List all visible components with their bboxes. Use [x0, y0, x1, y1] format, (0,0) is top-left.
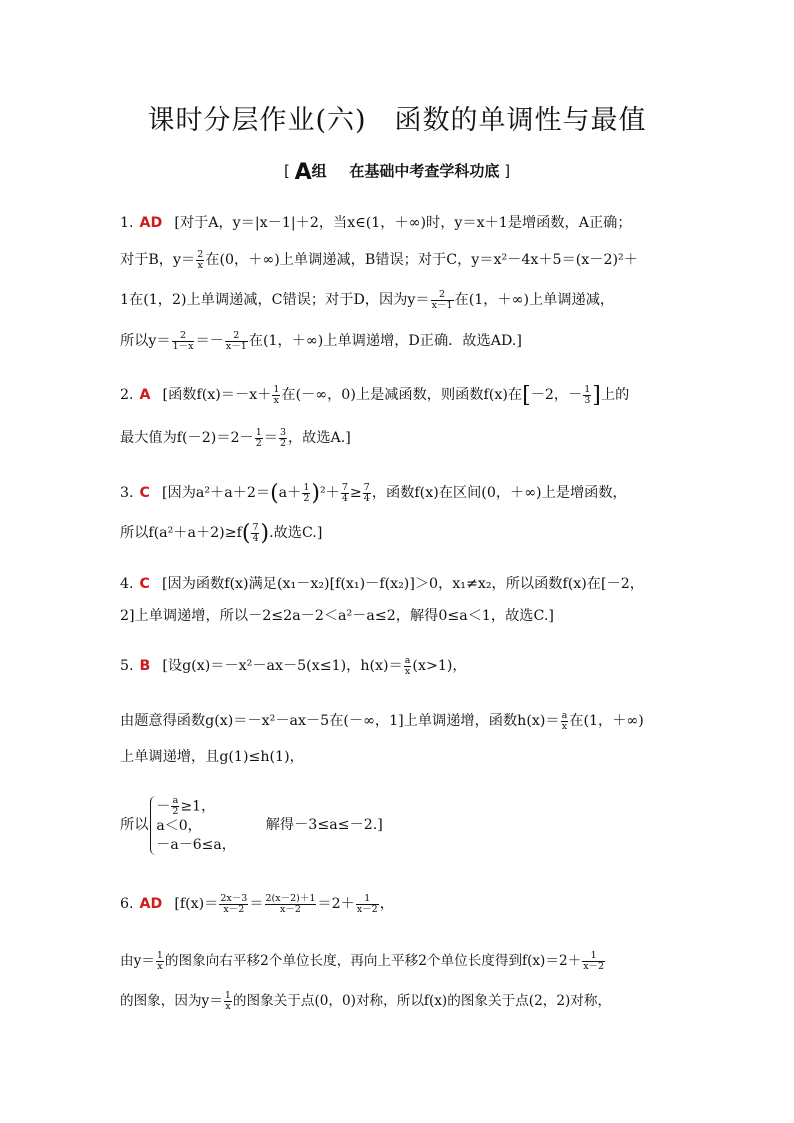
numerator: 2: [225, 331, 248, 342]
answer-label: C: [139, 576, 150, 592]
text: ＝2＋: [317, 896, 355, 912]
text: [函数f(x)＝－x＋: [162, 387, 272, 403]
fraction: [302, 483, 310, 504]
text: 在(－∞，0)上是减函数，则函数f(x)在: [281, 387, 523, 403]
item-number: 2.: [120, 387, 134, 403]
numerator: a: [561, 709, 568, 721]
text: .故选C.]: [269, 525, 323, 541]
item-3-line-1: [120, 482, 680, 505]
numerator: 7: [252, 521, 259, 533]
group-letter: A: [294, 160, 312, 185]
inequality-system: [150, 796, 235, 855]
item-5-line-4: [120, 795, 680, 855]
text: 在(0，＋∞)上单调递减，B错误；对于C，y＝x²－4x＋5＝(x－2)²＋: [205, 252, 638, 268]
paren-left: (: [270, 481, 279, 506]
numerator: a: [404, 654, 411, 666]
denominator: x: [225, 1001, 231, 1012]
fraction: [196, 250, 204, 271]
numerator: 1: [156, 950, 163, 961]
numerator: 1: [255, 426, 262, 438]
item-1-line-2: [120, 249, 680, 271]
fraction: [219, 894, 248, 915]
system-row: [156, 796, 235, 817]
answer-label: AD: [139, 896, 163, 912]
numerator: 2: [431, 290, 454, 301]
fraction: [561, 711, 569, 732]
denominator: x－2: [280, 903, 301, 915]
text: [对于A，y＝|x－1|＋2，当x∈(1，＋∞)时，y＝x＋1是增函数，A正确；: [174, 215, 632, 231]
numerator: 3: [279, 426, 286, 438]
text: ＝: [263, 430, 278, 446]
text: 上的: [600, 387, 630, 403]
item-6-line-3: [120, 990, 680, 1012]
item-5-line-2: [120, 710, 680, 732]
answer-label: AD: [139, 215, 163, 231]
text: 2]上单调递增，所以－2≤2a－2＜a²－a≤2，解得0≤a＜1，故选C.]: [120, 608, 554, 624]
group-bracket-left: [: [283, 162, 290, 180]
denominator: x: [157, 961, 163, 972]
numerator: 1: [582, 951, 605, 962]
denominator: 2: [255, 437, 262, 449]
fraction: [172, 331, 195, 352]
bracket-left: [: [522, 383, 531, 408]
denominator: 4: [252, 532, 259, 544]
denominator: x－1: [225, 340, 247, 352]
text: [设g(x)＝－x²－ax－5(x≤1)，h(x)＝: [162, 658, 403, 674]
text: ，故选A.]: [287, 430, 351, 446]
fraction: [582, 951, 605, 972]
denominator: 4: [363, 492, 370, 504]
group-bracket-right: ]: [504, 162, 511, 180]
text: 在(1，＋∞): [569, 713, 644, 729]
item-3-line-2: [120, 522, 680, 545]
answer-label: A: [139, 387, 151, 403]
item-6-line-2: [120, 950, 680, 972]
text: 对于B，y＝: [120, 252, 196, 268]
denominator: x－2: [583, 961, 605, 972]
fraction: [156, 951, 164, 972]
numerator: 2x－3: [220, 892, 248, 904]
fraction: [265, 894, 317, 915]
item-2-line-1: [120, 384, 680, 407]
denominator: 1－x: [172, 340, 194, 352]
fraction: [583, 385, 591, 406]
item-4-line-1: [120, 573, 680, 595]
denominator: x－1: [431, 299, 453, 311]
denominator: x: [273, 394, 280, 406]
group-name: 组: [311, 162, 327, 180]
text: 所以y＝: [120, 333, 171, 349]
numerator: 2: [197, 248, 204, 260]
text: ＝: [249, 896, 264, 912]
item-2-line-2: [120, 427, 680, 449]
item-1-line-4: [120, 330, 680, 352]
paren-right: ): [260, 521, 270, 546]
text: 由y＝: [120, 953, 155, 969]
item-4-line-2: [120, 605, 680, 627]
numerator: 1: [303, 481, 310, 493]
text: 1在(1，2)上单调递减，C错误；对于D，因为y＝: [120, 292, 430, 308]
text: (x>1)，: [412, 658, 467, 674]
text: 所以f(a²＋a＋2)≥f: [120, 525, 242, 541]
system-row: －a－6≤a，: [156, 836, 236, 853]
denominator: x: [561, 720, 568, 732]
item-1-line-3: [120, 289, 680, 311]
denominator: 2: [279, 437, 286, 449]
fraction: [431, 290, 454, 311]
numerator: 2(x－2)＋1: [265, 892, 316, 904]
fraction: [279, 428, 287, 449]
item-number: 6.: [120, 896, 134, 912]
text: 的图象关于点(0，0)对称，所以f(x)的图象关于点(2，2)对称，: [232, 993, 612, 1009]
text: 在(1，＋∞)上单调递增，D正确．故选AD.]: [248, 333, 522, 349]
text: 的图象向右平移2个单位长度，再向上平移2个单位长度得到f(x)＝2＋: [164, 953, 582, 969]
denominator: 2: [172, 805, 179, 817]
text: －: [156, 798, 171, 814]
text: 由题意得函数g(x)＝－x²－ax－5在(－∞，1]上单调递增，函数h(x)＝: [120, 713, 560, 729]
text: a＋: [278, 485, 302, 501]
system-row: a＜0，: [156, 817, 202, 834]
denominator: x: [404, 665, 411, 677]
denominator: 4: [341, 492, 348, 504]
fraction: [356, 894, 379, 915]
item-number: 5.: [120, 658, 134, 674]
answer-label: C: [139, 485, 150, 501]
answer-label: B: [139, 658, 151, 674]
item-5-line-1: [120, 655, 680, 677]
fraction: [341, 483, 349, 504]
numerator: 2: [172, 331, 195, 342]
text: ≥: [349, 485, 362, 501]
fraction: [171, 796, 179, 817]
text: ，函数f(x)在区间(0，＋∞)上是增函数，: [371, 485, 627, 501]
denominator: 3: [584, 394, 591, 406]
item-number: 4.: [120, 576, 134, 592]
text: [因为a²＋a＋2＝: [161, 485, 271, 501]
item-number: 1.: [120, 215, 134, 231]
fraction: [404, 656, 412, 677]
fraction: [225, 331, 248, 352]
numerator: 7: [363, 481, 370, 493]
title-sub: 函数的单调性与最值: [394, 105, 647, 136]
text: 的图象，因为y＝: [120, 993, 223, 1009]
numerator: a: [172, 794, 179, 806]
numerator: 7: [341, 481, 348, 493]
text: [f(x)＝: [174, 896, 219, 912]
bracket-right: ]: [592, 383, 601, 408]
page-title: [0, 98, 794, 137]
denominator: x: [197, 259, 203, 271]
text: ≥1，: [180, 798, 216, 814]
text: 在(1，＋∞)上单调递减，: [454, 292, 615, 308]
fraction: [251, 523, 259, 544]
text: 所以: [120, 817, 149, 833]
text: －2，－: [530, 387, 583, 403]
item-6-line-1: [120, 893, 680, 915]
numerator: 1: [224, 990, 231, 1001]
text: [因为函数f(x)满足(x₁－x₂)[f(x₁)－f(x₂)]＞0，x₁≠x₂，所以函数f(x)在[－2，: [161, 576, 644, 592]
numerator: 1: [356, 894, 379, 905]
item-number: 3.: [120, 485, 134, 501]
group-description: 在基础中考查学科功底: [349, 162, 500, 180]
numerator: 1: [584, 383, 591, 395]
fraction: [272, 385, 280, 406]
fraction: [363, 483, 371, 504]
denominator: 2: [303, 492, 310, 504]
text: 最大值为f(－2)＝2－: [120, 430, 254, 446]
paren-right: ): [311, 481, 320, 506]
group-heading: [0, 160, 794, 185]
text: 上单调递增，且g(1)≤h(1)，: [120, 749, 304, 765]
denominator: x－2: [356, 903, 378, 915]
paren-left: (: [241, 521, 251, 546]
text: 解得－3≤a≤－2.]: [265, 817, 383, 833]
fraction: [255, 428, 263, 449]
denominator: x－2: [223, 903, 245, 915]
text: ，: [379, 896, 394, 912]
numerator: 1: [273, 383, 280, 395]
fraction: [224, 991, 232, 1012]
text: ²＋: [319, 485, 340, 501]
text: ＝－: [195, 333, 224, 349]
item-5-line-3: [120, 746, 680, 768]
item-1-line-1: [120, 212, 680, 234]
title-main: 课时分层作业(六): [147, 105, 367, 136]
